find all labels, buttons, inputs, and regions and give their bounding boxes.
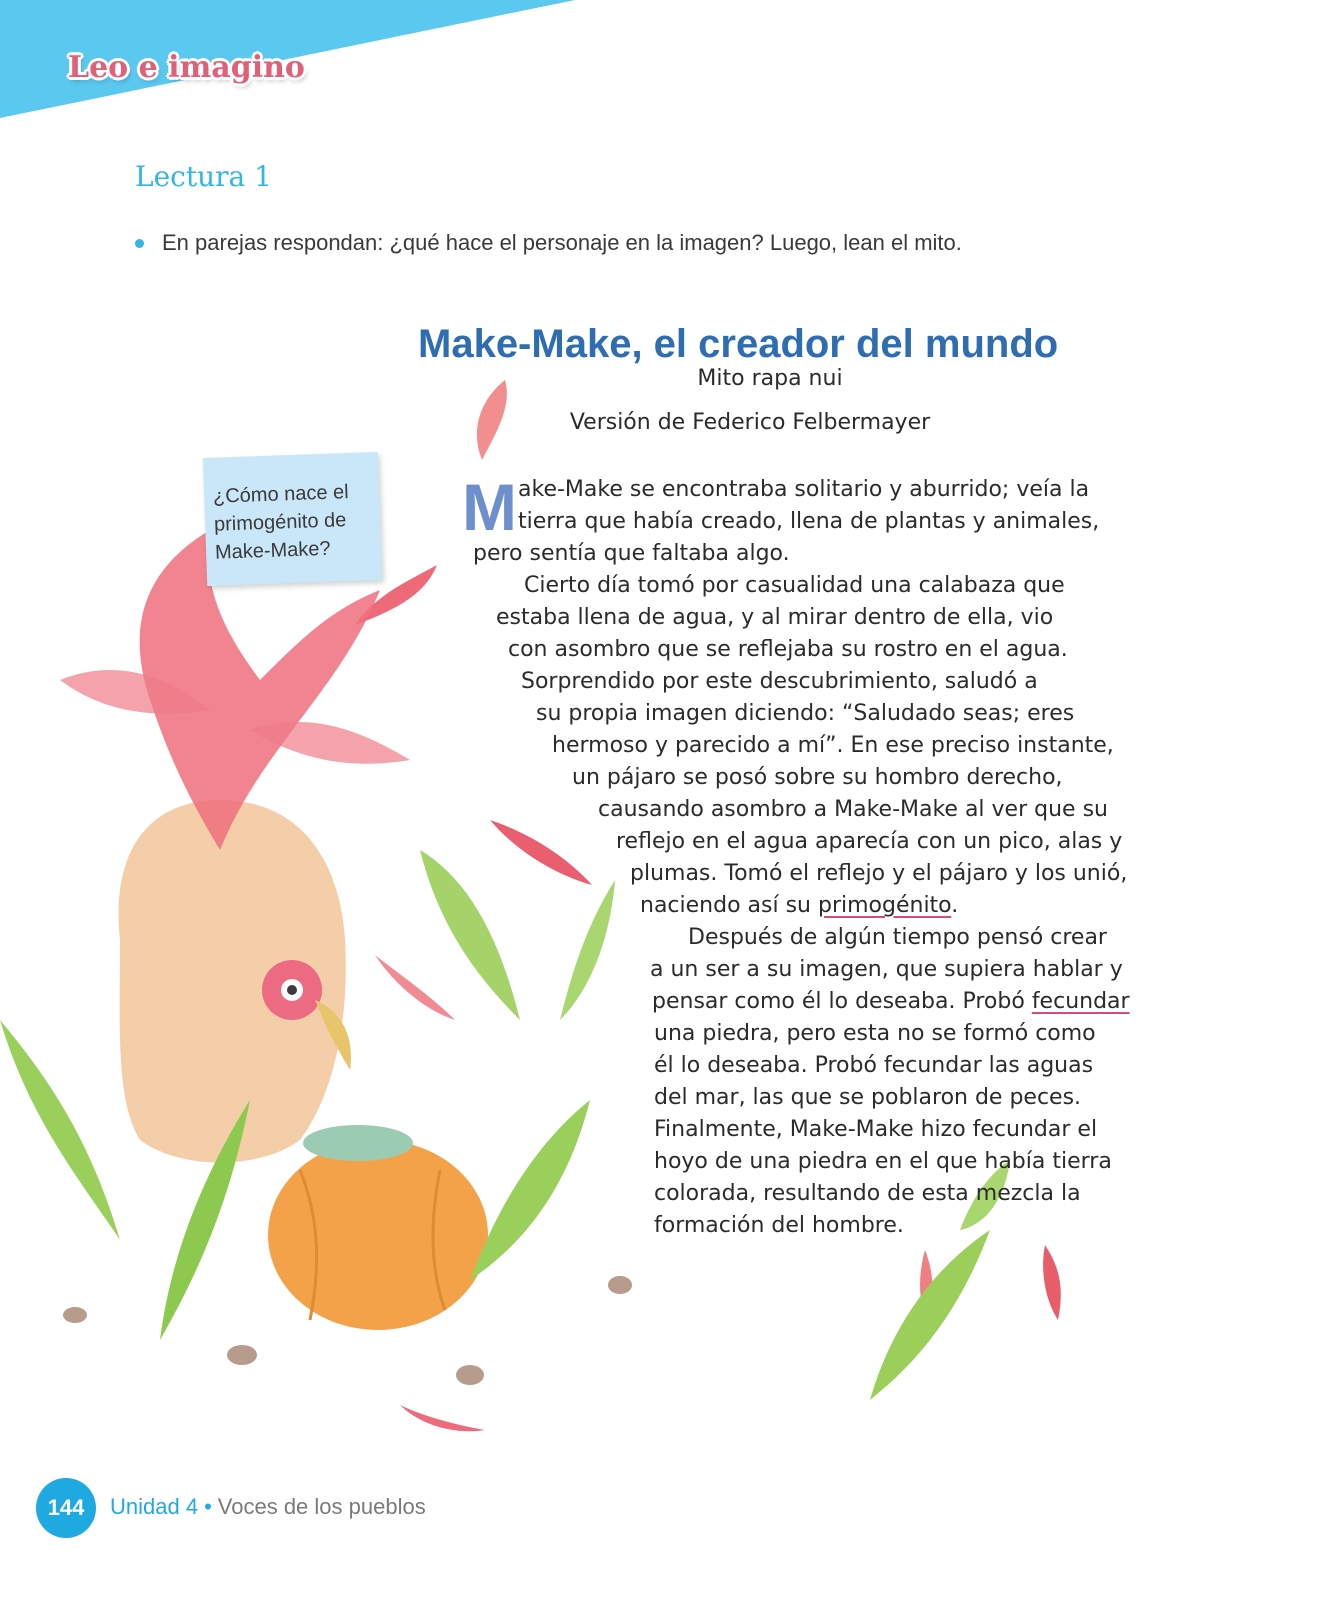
section-label: Leo e imagino xyxy=(68,50,305,85)
glossary-word-primogenito[interactable]: primogénito xyxy=(817,893,952,918)
story-line: formación del hombre. xyxy=(654,1213,904,1238)
story-title: Make-Make, el creador del mundo xyxy=(418,322,1059,366)
sticky-note-question: ¿Cómo nace el primogénito de Make-Make? xyxy=(212,481,349,564)
story-line: una piedra, pero esta no se formó como xyxy=(654,1021,1096,1046)
unit-name: Unidad 4 xyxy=(110,1494,199,1519)
story-line: ake-Make se encontraba solitario y aburrido; veía la xyxy=(518,477,1090,502)
story-line: reflejo en el agua aparecía con un pico, alas y xyxy=(616,829,1123,854)
glossary-word-fecundar[interactable]: fecundar xyxy=(1031,989,1130,1014)
story-line: Cierto día tomó por casualidad una calabaza que xyxy=(524,573,1065,598)
story-subtitle: Mito rapa nui xyxy=(697,366,843,391)
story-line: del mar, las que se poblaron de peces. xyxy=(654,1085,1082,1110)
story-line-text: naciendo así su xyxy=(640,893,818,918)
instruction-text: En parejas respondan: ¿qué hace el personaje en la imagen? Luego, lean el mito. xyxy=(162,230,962,255)
story-line: plumas. Tomó el reflejo y el pájaro y los unió, xyxy=(630,861,1128,886)
story-line: un pájaro se posó sobre su hombro derecho, xyxy=(572,765,1063,790)
reading-number: Lectura 1 xyxy=(135,160,272,193)
footer-separator: • xyxy=(204,1494,212,1519)
story-line: con asombro que se reflejaba su rostro en el agua. xyxy=(508,637,1068,662)
story-line xyxy=(640,893,958,918)
unit-topic: Voces de los pueblos xyxy=(217,1494,426,1519)
footer-unit xyxy=(110,1494,426,1520)
story-line: estaba llena de agua, y al mirar dentro de ella, vio xyxy=(496,605,1054,630)
story-line-text: pensar como él lo deseaba. Probó xyxy=(652,989,1032,1014)
story-version: Versión de Federico Felbermayer xyxy=(569,410,931,435)
story-line xyxy=(652,989,1130,1014)
story-line: hermoso y parecido a mí”. En ese preciso instante, xyxy=(552,733,1114,758)
story-line: causando asombro a Make-Make al ver que su xyxy=(598,797,1108,822)
story-line: su propia imagen diciendo: “Saludado seas; eres xyxy=(536,701,1075,726)
story-line: él lo deseaba. Probó fecundar las aguas xyxy=(654,1053,1094,1078)
story-line: Finalmente, Make-Make hizo fecundar el xyxy=(654,1117,1098,1142)
instruction xyxy=(135,230,962,256)
drop-cap: M xyxy=(462,470,517,544)
bullet-icon xyxy=(135,239,144,248)
page-number: 144 xyxy=(36,1478,96,1538)
story-line: pero sentía que faltaba algo. xyxy=(473,541,790,566)
period: . xyxy=(951,893,959,918)
story-line: tierra que había creado, llena de plantas y animales, xyxy=(518,509,1100,534)
story-line: Sorprendido por este descubrimiento, saludó a xyxy=(521,669,1038,694)
story-line: a un ser a su imagen, que supiera hablar y xyxy=(650,957,1123,982)
story-line: Después de algún tiempo pensó crear xyxy=(688,925,1107,950)
story-line: colorada, resultando de esta mezcla la xyxy=(654,1181,1081,1206)
story-line: hoyo de una piedra en el que había tierra xyxy=(654,1149,1112,1174)
